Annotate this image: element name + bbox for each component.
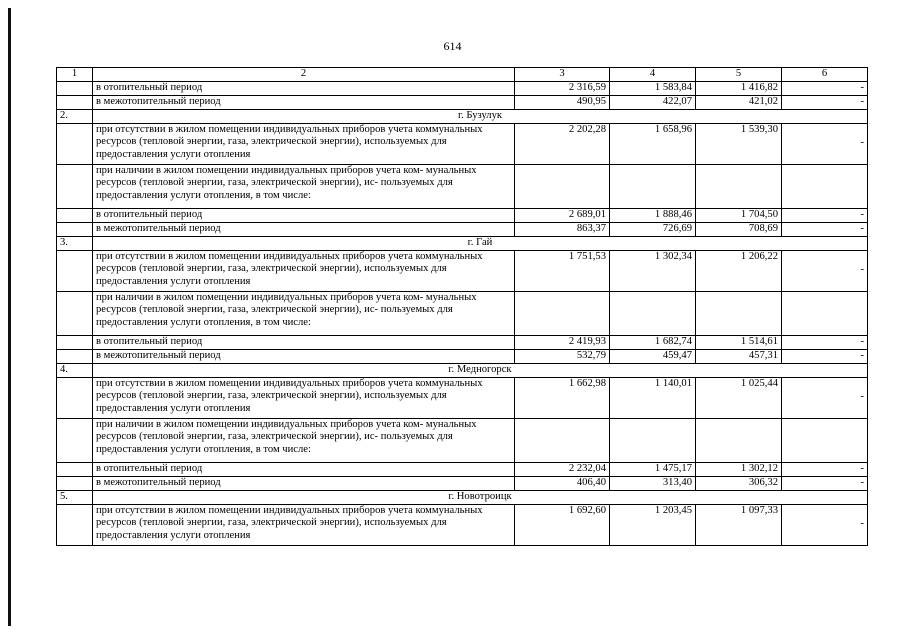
value-cell-4: 313,40: [610, 476, 696, 490]
row-label: в межотопительный период: [93, 95, 515, 109]
value-cell-4: 726,69: [610, 222, 696, 236]
value-cell-6: -: [782, 208, 868, 222]
table-row: [57, 377, 868, 418]
row-label: в межотопительный период: [93, 349, 515, 363]
value-cell-5: [696, 291, 782, 335]
value-cell-5: 708,69: [696, 222, 782, 236]
value-cell-4: 1 475,17: [610, 462, 696, 476]
header-row: [57, 68, 868, 82]
value-cell-5: 1 097,33: [696, 504, 782, 545]
tariff-table: [56, 67, 868, 546]
value-cell-3: 1 692,60: [515, 504, 610, 545]
table-row: [57, 291, 868, 335]
row-number-cell: [57, 418, 93, 462]
row-label: при наличии в жилом помещении индивидуальных приборов учета ком- мунальных ресурсов (тепловой энергии, газа, электрической энергии), ис- пользуемых для предоставления услуги отопления, в том числе:: [93, 291, 515, 335]
value-cell-4: [610, 291, 696, 335]
row-number-cell: [57, 377, 93, 418]
col-header-2: 2: [93, 68, 515, 82]
col-header-5: 5: [696, 68, 782, 82]
section-number: 3.: [57, 236, 93, 250]
section-number: 5.: [57, 490, 93, 504]
row-number-cell: [57, 123, 93, 164]
value-cell-6: -: [782, 462, 868, 476]
value-cell-4: 422,07: [610, 95, 696, 109]
value-cell-3: 406,40: [515, 476, 610, 490]
section-number: 2.: [57, 109, 93, 123]
value-cell-3: 532,79: [515, 349, 610, 363]
page-edge-bar: [8, 8, 11, 626]
row-label: в отопительный период: [93, 462, 515, 476]
row-label: в отопительный период: [93, 335, 515, 349]
value-cell-4: [610, 164, 696, 208]
city-name: г. Бузулук: [93, 109, 868, 123]
section-row: [57, 236, 868, 250]
value-cell-4: 1 302,34: [610, 250, 696, 291]
value-cell-4: [610, 418, 696, 462]
value-cell-6: -: [782, 349, 868, 363]
value-cell-5: [696, 418, 782, 462]
row-label: при наличии в жилом помещении индивидуальных приборов учета ком- мунальных ресурсов (тепловой энергии, газа, электрической энергии), ис- пользуемых для предоставления услуги отопления, в том числе:: [93, 164, 515, 208]
table-row: [57, 95, 868, 109]
value-cell-3: [515, 164, 610, 208]
table-row: [57, 349, 868, 363]
section-row: [57, 363, 868, 377]
row-number-cell: [57, 462, 93, 476]
value-cell-4: 1 583,84: [610, 81, 696, 95]
table-row: [57, 250, 868, 291]
value-cell-5: 1 302,12: [696, 462, 782, 476]
value-cell-3: 490,95: [515, 95, 610, 109]
value-cell-3: 863,37: [515, 222, 610, 236]
row-label: в отопительный период: [93, 81, 515, 95]
value-cell-5: 1 539,30: [696, 123, 782, 164]
value-cell-6: -: [782, 377, 868, 418]
city-name: г. Медногорск: [93, 363, 868, 377]
value-cell-5: 1 416,82: [696, 81, 782, 95]
value-cell-6: [782, 164, 868, 208]
value-cell-5: 1 206,22: [696, 250, 782, 291]
value-cell-3: 2 689,01: [515, 208, 610, 222]
table-body: [57, 68, 868, 546]
value-cell-3: 1 662,98: [515, 377, 610, 418]
value-cell-4: 1 658,96: [610, 123, 696, 164]
col-header-1: 1: [57, 68, 93, 82]
value-cell-6: -: [782, 476, 868, 490]
table-row: [57, 462, 868, 476]
value-cell-6: -: [782, 123, 868, 164]
row-label: при наличии в жилом помещении индивидуальных приборов учета ком- мунальных ресурсов (тепловой энергии, газа, электрической энергии), ис- пользуемых для предоставления услуги отопления, в том числе:: [93, 418, 515, 462]
row-number-cell: [57, 335, 93, 349]
table-row: [57, 208, 868, 222]
row-label: в отопительный период: [93, 208, 515, 222]
value-cell-5: 457,31: [696, 349, 782, 363]
value-cell-6: -: [782, 95, 868, 109]
value-cell-4: 1 682,74: [610, 335, 696, 349]
value-cell-5: [696, 164, 782, 208]
row-number-cell: [57, 81, 93, 95]
section-row: [57, 109, 868, 123]
value-cell-3: 2 316,59: [515, 81, 610, 95]
section-number: 4.: [57, 363, 93, 377]
value-cell-6: -: [782, 81, 868, 95]
col-header-4: 4: [610, 68, 696, 82]
table-row: [57, 81, 868, 95]
value-cell-4: 1 203,45: [610, 504, 696, 545]
value-cell-3: [515, 418, 610, 462]
row-number-cell: [57, 95, 93, 109]
row-number-cell: [57, 504, 93, 545]
row-label: при отсутствии в жилом помещении индивидуальных приборов учета коммунальных ресурсов (тепловой энергии, газа, электрической энергии), используемых для предоставления услуги отопления: [93, 377, 515, 418]
section-row: [57, 490, 868, 504]
value-cell-3: 2 202,28: [515, 123, 610, 164]
value-cell-5: 1 704,50: [696, 208, 782, 222]
value-cell-3: [515, 291, 610, 335]
table-row: [57, 335, 868, 349]
table-row: [57, 504, 868, 545]
value-cell-3: 2 232,04: [515, 462, 610, 476]
value-cell-6: [782, 291, 868, 335]
value-cell-6: -: [782, 222, 868, 236]
table-row: [57, 123, 868, 164]
value-cell-5: 1 514,61: [696, 335, 782, 349]
row-number-cell: [57, 291, 93, 335]
value-cell-5: 1 025,44: [696, 377, 782, 418]
table-row: [57, 164, 868, 208]
row-label: в межотопительный период: [93, 476, 515, 490]
value-cell-3: 2 419,93: [515, 335, 610, 349]
value-cell-6: -: [782, 335, 868, 349]
row-label: в межотопительный период: [93, 222, 515, 236]
value-cell-5: 421,02: [696, 95, 782, 109]
row-number-cell: [57, 222, 93, 236]
value-cell-6: -: [782, 504, 868, 545]
table-row: [57, 222, 868, 236]
row-number-cell: [57, 208, 93, 222]
row-number-cell: [57, 164, 93, 208]
value-cell-4: 1 140,01: [610, 377, 696, 418]
row-label: при отсутствии в жилом помещении индивидуальных приборов учета коммунальных ресурсов (тепловой энергии, газа, электрической энергии), используемых для предоставления услуги отопления: [93, 504, 515, 545]
value-cell-4: 459,47: [610, 349, 696, 363]
value-cell-3: 1 751,53: [515, 250, 610, 291]
page-number: 614: [443, 39, 462, 53]
city-name: г. Гай: [93, 236, 868, 250]
col-header-6: 6: [782, 68, 868, 82]
table-row: [57, 418, 868, 462]
row-number-cell: [57, 349, 93, 363]
col-header-3: 3: [515, 68, 610, 82]
value-cell-4: 1 888,46: [610, 208, 696, 222]
row-number-cell: [57, 250, 93, 291]
row-label: при отсутствии в жилом помещении индивидуальных приборов учета коммунальных ресурсов (тепловой энергии, газа, электрической энергии), используемых для предоставления услуги отопления: [93, 123, 515, 164]
row-number-cell: [57, 476, 93, 490]
value-cell-6: [782, 418, 868, 462]
table-row: [57, 476, 868, 490]
value-cell-5: 306,32: [696, 476, 782, 490]
value-cell-6: -: [782, 250, 868, 291]
row-label: при отсутствии в жилом помещении индивидуальных приборов учета коммунальных ресурсов (тепловой энергии, газа, электрической энергии), используемых для предоставления услуги отопления: [93, 250, 515, 291]
city-name: г. Новотроицк: [93, 490, 868, 504]
